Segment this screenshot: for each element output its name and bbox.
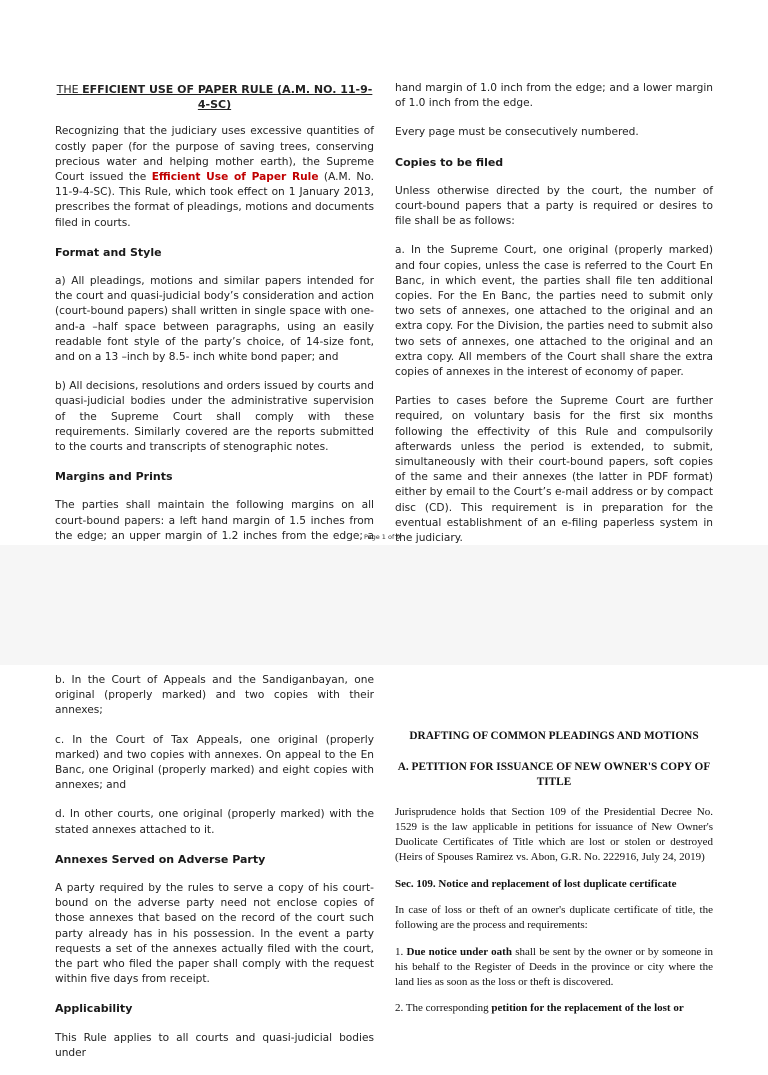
applicability-paragraph: This Rule applies to all courts and quasi-judicial bodies under — [55, 1031, 374, 1059]
sec109-heading: Sec. 109. Notice and replacement of lost duplicate certificate — [395, 877, 677, 890]
document-page-2 — [0, 665, 768, 1059]
annexes-heading: Annexes Served on Adverse Party — [55, 852, 266, 866]
applicability-heading: Applicability — [55, 1002, 133, 1016]
copies-paragraph-d: d. In other courts, one original (properly marked) with the stated annexes attached to it. — [55, 808, 374, 836]
petition-heading: A. PETITION FOR ISSUANCE OF NEW OWNER'S COPY OF TITLE — [397, 760, 711, 788]
margins-continued: hand margin of 1.0 inch from the edge; and a lower margin of 1.0 inch from the edge. — [395, 82, 713, 110]
margins-heading: Margins and Prints — [55, 470, 173, 484]
parties-paragraph: Parties to cases before the Supreme Court are further required, on voluntary basis for the first six months following the effectivity of this Rule and compulsorily afterwards unless the period is extended, to submit, simultaneously with their court-bound papers, soft copies of the same and their annexes (the latter in PDF format) either by email to the Court’s e-mail address or by compact disc (CD). This requirement is in preparation for the eventual establishment of an e-filing paperless system in the judiciary. — [395, 395, 713, 545]
numbering-paragraph: Every page must be consecutively numbered. — [395, 126, 639, 139]
loss-paragraph: In case of loss or theft of an owner's duplicate certificate of title, the following are the process and requirements: — [395, 904, 713, 932]
page2-right-column — [395, 729, 713, 1028]
format-paragraph-b: b) All decisions, resolutions and orders issued by courts and quasi-judicial bodies under the administrative supervision of the Supreme Court shall comply with these requirements. Similarly covered are the reports submitted to the courts and transcripts of stenographic notes. — [55, 380, 374, 454]
copies-paragraph-c: c. In the Court of Tax Appeals, one original (properly marked) and two copies with annexes. On appeal to the En Banc, one Original (properly marked) and eight copies with annexes; and — [55, 733, 374, 792]
margins-paragraph: The parties shall maintain the following margins on all court-bound papers: a left hand margin of 1.5 inches from the edge; an upper margin of 1.2 inches from the edge; a — [55, 499, 374, 542]
item-2: 2. The corresponding petition for the replacement of the lost or — [395, 1002, 684, 1015]
intro-paragraph: Recognizing that the judiciary uses excessive quantities of costly paper (for the purpose of saving trees, conserving precious water and helping mother earth), the Supreme Court issued the Efficient Use of Paper Rule (A.M. No. 11-9-4-SC). This Rule, which took effect on 1 January 2013, prescribes the format of pleadings, motions and documents filed in courts. — [55, 125, 375, 229]
copies-paragraph-a: a. In the Supreme Court, one original (properly marked) and four copies, unless the case is referred to the Court En Banc, in which event, the parties shall file ten additional copies. For the En Banc, the parties need to submit only two sets of annexes, one attached to the original and an extra copy. For the Division, the parties need to submit also two sets of annexes, one attached to the original and an extra copy. All members of the Court shall share the extra copies of annexes in the interest of economy of paper. — [395, 244, 713, 379]
page-gap — [0, 545, 768, 665]
format-paragraph-a: a) All pleadings, motions and similar papers intended for the court and quasi-judicial body’s consideration and action (court-bound papers) shall written in single space with one-and-a –half space between paragraphs, using an easily readable font style of the party’s choice, of 14-size font, and on a 13 –inch by 8.5- inch white bond paper; and — [55, 275, 374, 364]
copies-paragraph-b: b. In the Court of Appeals and the Sandiganbayan, one original (properly marked) and two copies with their annexes; — [55, 674, 374, 717]
page-number: Page 1 of 9 — [364, 533, 401, 541]
format-heading: Format and Style — [55, 245, 162, 259]
copies-heading: Copies to be filed — [395, 155, 504, 169]
page1-left-column — [55, 82, 374, 573]
copies-intro: Unless otherwise directed by the court, the number of court-bound papers that a party is required or desires to file shall be as follows: — [395, 184, 713, 228]
page1-right-column — [395, 81, 713, 560]
page2-left-column — [55, 673, 374, 1075]
drafting-heading: DRAFTING OF COMMON PLEADINGS AND MOTIONS — [409, 730, 699, 742]
rule-name-highlight: Efficient Use of Paper Rule — [151, 171, 319, 184]
jurisprudence-paragraph: Jurisprudence holds that Section 109 of the Presidential Decree No. 1529 is the law applicable in petitions for issuance of New Owner's Duolicate Certificates of Title which are lost or stolen or destroyed (Heirs of Spouses Ramirez vs. Abon, G.R. No. 222916, July 24, 2019) — [395, 806, 713, 863]
document-title: THE EFFICIENT USE OF PAPER RULE (A.M. NO. 11-9-4-SC) — [56, 83, 373, 112]
item-1: 1. Due notice under oath shall be sent by the owner or by someone in his behalf to the Register of Deeds in the province or city where the land lies as soon as the loss or theft is discovered. — [395, 945, 713, 988]
annexes-paragraph: A party required by the rules to serve a copy of his court-bound on the adverse party need not enclose copies of those annexes that based on the record of the court such party already has in his possession. In the event a party requests a set of the annexes actually filed with the court, the part who filed the paper shall comply with the request within five days from receipt. — [55, 882, 374, 986]
